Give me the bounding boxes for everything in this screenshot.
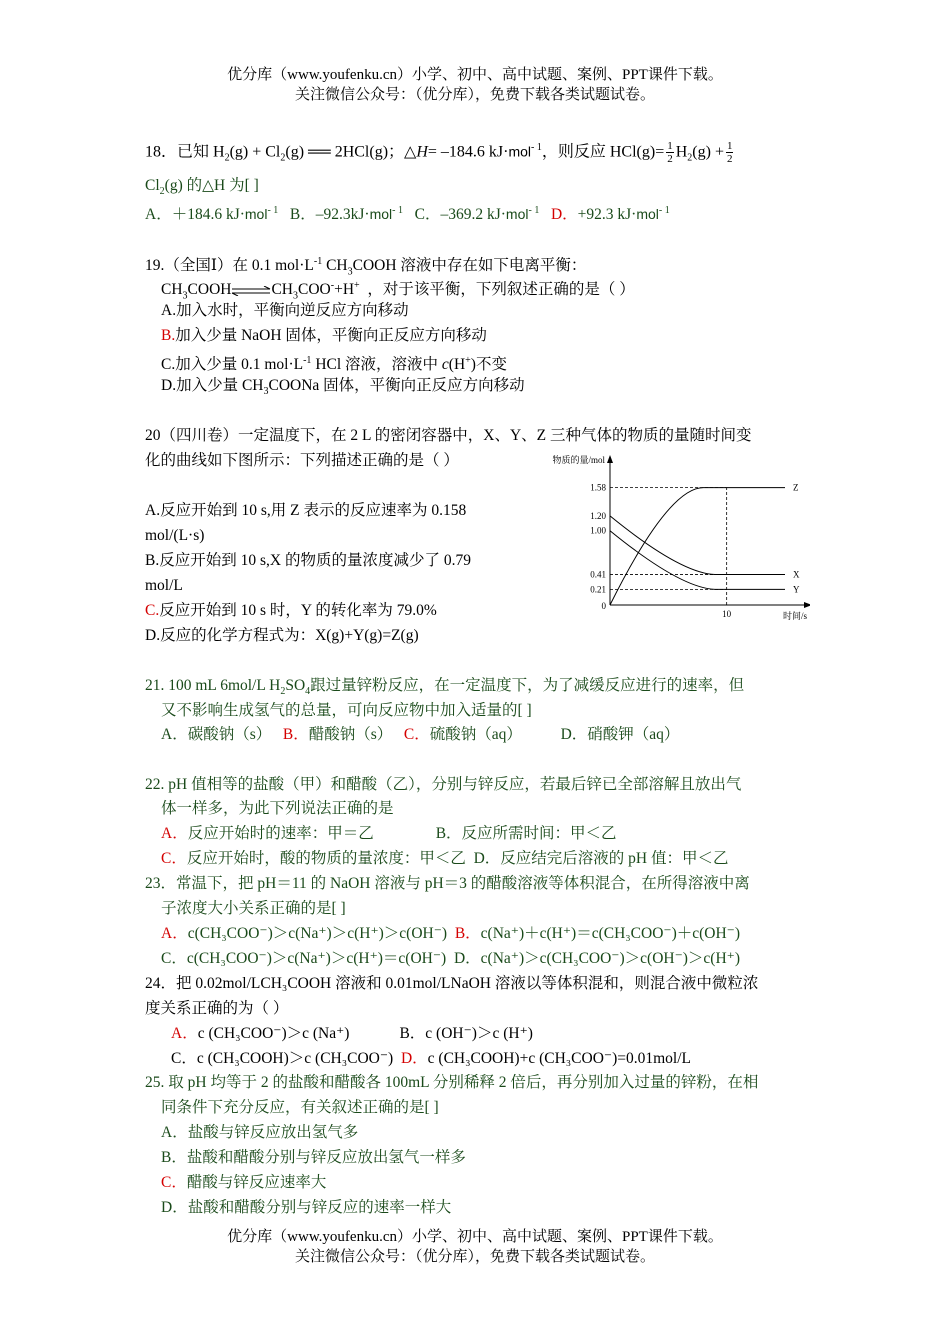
q23-options-ab: A．c(CH₃COO⁻)＞c(Na⁺)＞c(H⁺)＞c(OH⁻) B．c(Na⁺)＋c(H⁺)＝c(CH₃COO⁻)＋c(OH⁻) (161, 925, 741, 942)
q19-option-d: D.加入少量 $CH_3COONa$ 固体，平衡向正反应方向移动 (161, 377, 525, 398)
fraction-half: $\frac{1}{2}$ (726, 140, 733, 166)
q18-stem-line2: $Cl_2(g)$ 的△H 为[ ] (145, 177, 259, 198)
q24-options-cd: C．c (CH₃COOH)＞c (CH₃COO⁻) D．c (CH₃COOH)+c (CH₃COO⁻)=0.01mol/L (171, 1050, 692, 1067)
q23-stem-1: 23．常温下，把 pH＝11 的 NaOH 溶液与 pH＝3 的醋酸溶液等体积混合，在所得溶液中离 (145, 875, 750, 892)
y-axis-arrow (607, 455, 613, 463)
q19-option-c: C.加入少量 0.1 $mol\cdot L^{-1}$ HCl 溶液，溶液中 c(H+)不变 (161, 355, 507, 374)
fraction-half: $\frac{1}{2}$ (667, 140, 673, 166)
q22-options-cd: C．反应开始时，酸的物质的量浓度：甲＜乙 D．反应结完后溶液的 pH 值：甲＜乙 (161, 850, 729, 867)
q19-option-b: B.加入少量 NaOH 固体，平衡向正反应方向移动 (161, 327, 487, 344)
y-axis-label: 物质的量/mol (552, 455, 605, 465)
q20-option-a-2: mol/(L·s) (145, 527, 205, 544)
q24-stem-1: 24．把 0.02mol/LCH₃COOH 溶液和 0.01mol/LNaOH 溶液以等体积混和，则混合液中微粒浓 (145, 975, 759, 992)
x-tick-label: 10 (722, 609, 732, 619)
header-line-1: 优分库（www.youfenku.cn）小学、初中、高中试题、案例、PPT课件下载。 (227, 67, 723, 83)
q25-option-b: B．盐酸和醋酸分别与锌反应放出氢气一样多 (161, 1149, 466, 1166)
series-line-y (610, 531, 785, 590)
q23-options-cd: C．c(CH₃COO⁻)＞c(Na⁺)＞c(H⁺)＝c(OH⁻) D．c(Na⁺)＞c(CH₃COO⁻)＞c(OH⁻)＞c(H⁺) (161, 950, 740, 967)
footer-line-1: 优分库（www.youfenku.cn）小学、初中、高中试题、案例、PPT课件下载。 (227, 1229, 723, 1245)
q25-stem-2: 同条件下充分反应，有关叙述正确的是[ ] (161, 1099, 439, 1116)
q25-stem-1: 25. 取 pH 均等于 2 的盐酸和醋酸各 100mL 分别稀释 2 倍后，再分别加入过量的锌粉，在相 (145, 1074, 759, 1091)
y-tick-label: 1.58 (590, 482, 606, 493)
q20-option-b-2: mol/L (145, 577, 183, 594)
x-axis-arrow (804, 602, 810, 608)
q22-stem-1: 22. pH 值相等的盐酸（甲）和醋酸（乙），分别与锌反应，若最后锌已全部溶解且放出气 (145, 776, 742, 793)
q20-option-a-1: A.反应开始到 10 s,用 Z 表示的反应速率为 0.158 (145, 502, 467, 519)
series-label-y: Y (793, 584, 800, 595)
q22-stem-2: 体一样多，为此下列说法正确的是 (161, 800, 394, 817)
q18-options: A．＋184.6 kJ·mol$^{- 1}$ B．–92.3kJ·mol$^{- 1}$ C．–369.2 kJ·mol$^{- 1}$ D．+92.3 kJ·mol$^{- 1}$ (145, 205, 670, 224)
q20-stem-2: 化的曲线如下图所示：下列描述正确的是（ ） (145, 452, 459, 469)
q19-equation: $CH_3COOH$ $CH_3COO^-+H^+$ ，对于该平衡，下列叙述正确的是（ ） (161, 280, 635, 302)
q23-stem-2: 子浓度大小关系正确的是[ ] (161, 900, 346, 917)
q21-stem-1: 21. 100 mL 6mol/L $H_2SO_4$跟过量锌粉反应，在一定温度下，为了减缓反应进行的速率，但 (145, 677, 745, 698)
q19-stem: 19.（全国Ⅰ）在 0.1 $mol\cdot L^{-1}$ $CH_3COOH$ 溶液中存在如下电离平衡： (145, 256, 587, 278)
y-tick-label: 1.20 (590, 510, 606, 521)
q20-option-b-1: B.反应开始到 10 s,X 的物质的量浓度减少了 0.79 (145, 552, 471, 569)
q22-options-ab: A．反应开始时的速率：甲＝乙 B．反应所需时间：甲＜乙 (161, 825, 617, 842)
series-label-x: X (793, 569, 800, 580)
chart (520, 455, 810, 625)
header-line-2: 关注微信公众号：（优分库），免费下载各类试题试卷。 (294, 87, 655, 103)
q18-stem: 18．已知 $H_2(g) + Cl_2(g)$ ══ 2HCl(g)；△H= –184.6 kJ·mol$^{- 1}$，则反应 HCl(g)= $\frac{1}{2}$ $H_2(g)$ + $\frac{1}{2}$ (145, 140, 733, 166)
q24-stem-2: 度关系正确的为（ ） (145, 1000, 289, 1017)
q25-option-a: A．盐酸与锌反应放出氢气多 (161, 1124, 359, 1141)
series-line-x (610, 516, 785, 575)
y-tick-label: 1.00 (590, 525, 606, 536)
series-label-z: Z (793, 482, 799, 493)
y-tick-label: 0.21 (590, 584, 606, 595)
x-axis-label: 时间/s (782, 611, 808, 621)
q20-option-c: C.反应开始到 10 s 时，Y 的转化率为 79.0% (145, 602, 437, 619)
q21-stem-2: 又不影响生成氢气的总量，可向反应物中加入适量的[ ] (161, 702, 532, 719)
q25-option-d: D．盐酸和醋酸分别与锌反应的速率一样大 (161, 1199, 452, 1216)
q20-option-d: D.反应的化学方程式为：X(g)+Y(g)=Z(g) (145, 627, 419, 644)
series-line-z (610, 488, 785, 605)
q19-option-a: A.加入水时，平衡向逆反应方向移动 (161, 302, 409, 319)
footer-line-2: 关注微信公众号：（优分库），免费下载各类试题试卷。 (294, 1249, 655, 1265)
equilibrium-arrow-icon (231, 286, 271, 296)
q25-option-c: C．醋酸与锌反应速率大 (161, 1174, 327, 1191)
q21-options: A．碳酸钠（s） B．醋酸钠（s） C．硫酸钠（aq） D．硝酸钾（aq） (161, 726, 680, 743)
q20-stem-1: 20（四川卷）一定温度下，在 2 L 的密闭容器中，X、Y、Z 三种气体的物质的量随时间变 (145, 427, 752, 444)
x-tick-label: 0 (601, 601, 606, 611)
q24-options-ab: A．c (CH₃COO⁻)＞c (Na⁺) B．c (OH⁻)＞c (H⁺) (171, 1025, 533, 1042)
y-tick-label: 0.41 (590, 569, 606, 580)
